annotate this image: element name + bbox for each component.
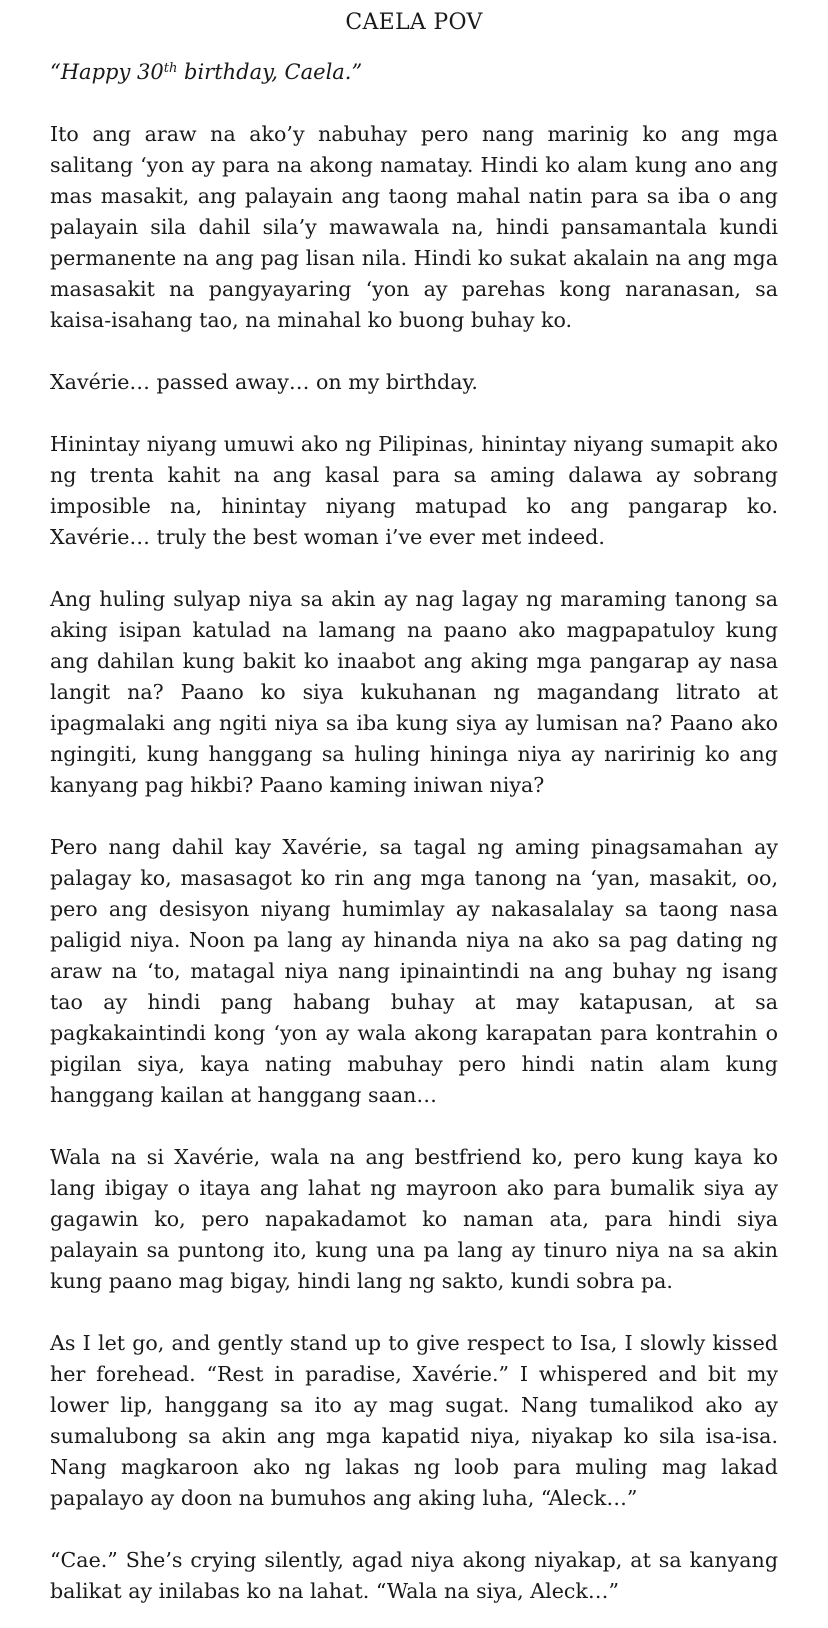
paragraph-4: Ang huling sulyap niya sa akin ay nag lagay ng maraming tanong sa aking isipan katulad na lamang na paano ako magpapatuloy kung ang dahilan kung bakit ko inaabot ang aking mga pangarap ay nasa langit na? Paano ko siya kukuhanan ng magandang litrato at ipagmalaki ang ngiti niya sa iba kung siya ay lumisan na? Paano ako ngingiti, kung hanggang sa huling hininga niya ay naririnig ko ang kanyang pag hikbi? Paano kaming iniwan niya? bbox=[50, 587, 778, 797]
chapter-heading: CAELA POV bbox=[345, 10, 483, 35]
document-page bbox=[50, 0, 778, 1607]
paragraph-7: As I let go, and gently stand up to give respect to Isa, I slowly kissed her forehead. “Rest in paradise, Xavérie.” I whispered and bit my lower lip, hanggang sa ito ay mag sugat. Nang tumalikod ako ay sumalubong sa akin ang mga kapatid niya, niyakap ko sila isa-isa. Nang magkaroon ako ng lakas ng loob para muling mag lakad papalayo ay doon na bumuhos ang aking luha, “Aleck…” bbox=[50, 1331, 778, 1510]
paragraph-1: Ito ang araw na ako’y nabuhay pero nang marinig ko ang mga salitang ‘yon ay para na akong namatay. Hindi ko alam kung ano ang mas masakit, ang palayain ang taong mahal natin para sa iba o ang palayain sila dahil sila’y mawawala na, hindi pansamantala kundi permanente na ang pag lisan nila. Hindi ko sukat akalain na ang mga masasakit na pangyayaring ‘yon ay parehas kong naranasan, sa kaisa-isahang tao, na minahal ko buong buhay ko. bbox=[50, 122, 778, 332]
paragraph-5: Pero nang dahil kay Xavérie, sa tagal ng aming pinagsamahan ay palagay ko, masasagot ko rin ang mga tanong na ‘yan, masakit, oo, pero ang desisyon niyang humimlay ay nakasalalay sa taong nasa paligid niya. Noon pa lang ay hinanda niya na ako sa pag dating ng araw na ‘to, matagal niya nang ipinaintindi na ang buhay ng isang tao ay hindi pang habang buhay at may katapusan, at sa pagkakaintindi kong ‘yon ay wala akong karapatan para kontrahin o pigilan siya, kaya nating mabuhay pero hindi natin alam kung hanggang kailan at hanggang saan… bbox=[50, 835, 778, 1107]
paragraph-6: Wala na si Xavérie, wala na ang bestfriend ko, pero kung kaya ko lang ibigay o itaya ang lahat ng mayroon ako para bumalik siya ay gagawin ko, pero napakadamot ko naman ata, para hindi siya palayain sa puntong ito, kung una pa lang ay tinuro niya na sa akin kung paano mag bigay, hindi lang ng sakto, kundi sobra pa. bbox=[50, 1145, 778, 1293]
greeting-text-after: birthday, Caela.” bbox=[177, 60, 363, 84]
greeting-superscript: th bbox=[163, 61, 178, 76]
paragraph-8: “Cae.” She’s crying silently, agad niya akong niyakap, at sa kanyang balikat ay inilabas ko na lahat. “Wala na siya, Aleck…” bbox=[50, 1548, 778, 1603]
paragraph-3: Hinintay niyang umuwi ako ng Pilipinas, hinintay niyang sumapit ako ng trenta kahit na ang kasal para sa aming dalawa ay sobrang imposible na, hinintay niyang matupad ko ang pangarap ko. Xavérie… truly the best woman i’ve ever met indeed. bbox=[50, 432, 778, 549]
greeting-line bbox=[50, 57, 778, 88]
paragraph-2: Xavérie… passed away… on my birthday. bbox=[50, 370, 478, 394]
greeting-text-before: “Happy 30 bbox=[50, 60, 164, 84]
